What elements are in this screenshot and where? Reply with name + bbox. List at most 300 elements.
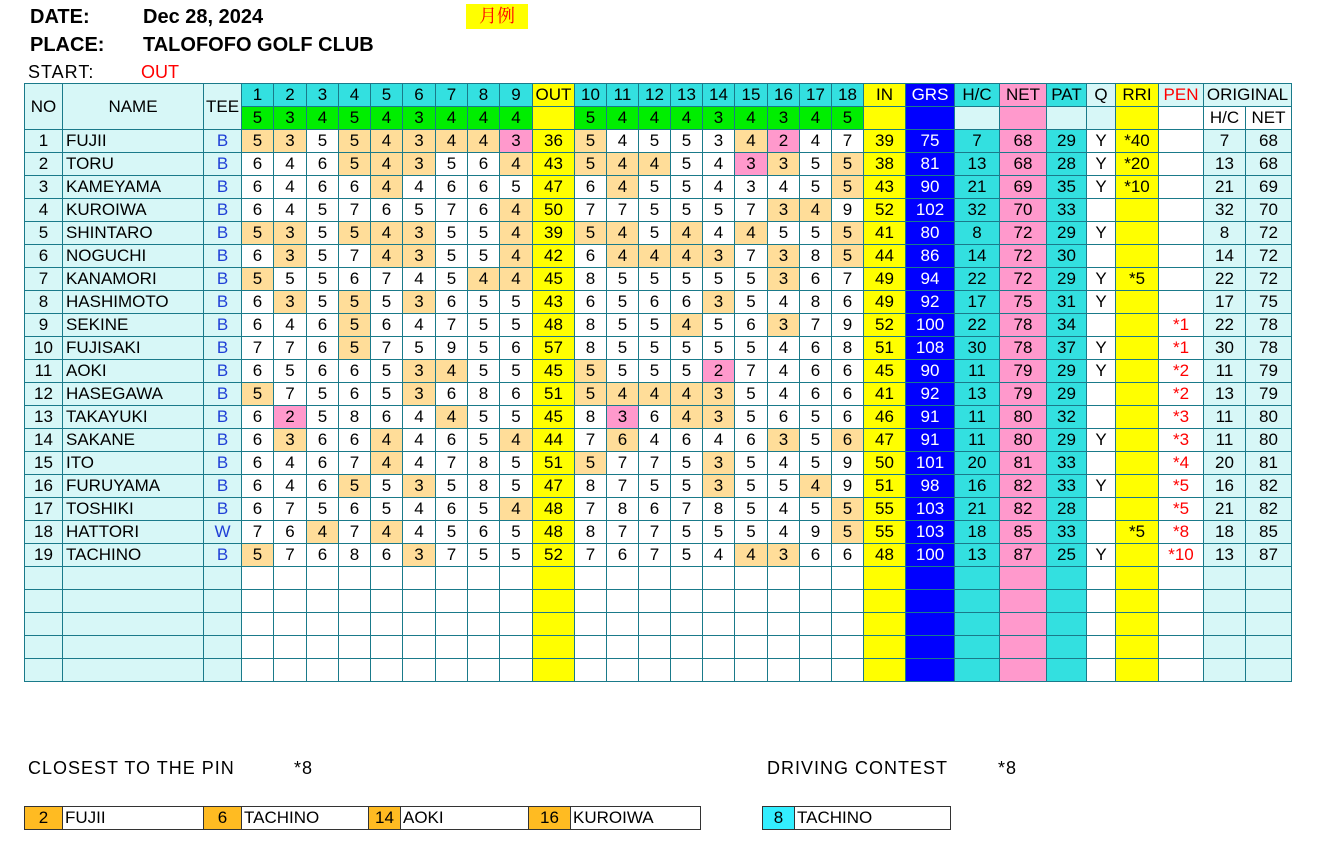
hole-score: 5: [639, 130, 671, 153]
empty-cell: [864, 567, 906, 590]
hole-score: 5: [703, 521, 735, 544]
empty-cell: [800, 590, 832, 613]
out-total: 52: [533, 544, 575, 567]
empty-cell: [906, 590, 955, 613]
hole-score: 4: [607, 245, 639, 268]
player-row: [25, 337, 1292, 360]
hole-score: 5: [242, 268, 274, 291]
penalty: *5: [1159, 475, 1204, 498]
empty-cell: [436, 636, 468, 659]
putts: 29: [1047, 268, 1087, 291]
empty-cell: [274, 636, 307, 659]
empty-row: [25, 590, 1292, 613]
par-pat-blank: [1047, 107, 1087, 130]
hole-score: 5: [500, 406, 533, 429]
empty-cell: [371, 590, 403, 613]
empty-cell: [1159, 567, 1204, 590]
hole-score: 5: [500, 521, 533, 544]
hole-score: 8: [800, 291, 832, 314]
empty-cell: [703, 590, 735, 613]
hole-score: 5: [671, 176, 703, 199]
hole-score: 5: [800, 452, 832, 475]
empty-cell: [832, 567, 864, 590]
hole-score: 5: [500, 176, 533, 199]
hole-score: 5: [436, 153, 468, 176]
empty-cell: [735, 590, 768, 613]
putts: 33: [1047, 475, 1087, 498]
handicap: 22: [955, 314, 1000, 337]
out-total: 57: [533, 337, 575, 360]
empty-cell: [1204, 613, 1246, 636]
hole-score: 4: [703, 429, 735, 452]
hole-score: 3: [703, 245, 735, 268]
putts: 29: [1047, 429, 1087, 452]
net-score: 79: [1000, 383, 1047, 406]
net-score: 72: [1000, 222, 1047, 245]
par-grs-blank: [906, 107, 955, 130]
player-name: KUROIWA: [63, 199, 204, 222]
hole-score: 7: [274, 383, 307, 406]
empty-cell: [500, 613, 533, 636]
hole-score: 4: [703, 544, 735, 567]
closest-winner: FUJII: [63, 807, 204, 830]
hole-score: 4: [403, 429, 436, 452]
empty-cell: [1204, 567, 1246, 590]
hole-score: 5: [468, 245, 500, 268]
original-hc: 22: [1204, 314, 1246, 337]
in-total: 41: [864, 383, 906, 406]
hole-score: 3: [703, 383, 735, 406]
original-hc: 32: [1204, 199, 1246, 222]
hole-score: 5: [468, 360, 500, 383]
hole-score: 3: [403, 475, 436, 498]
hole-score: 2: [703, 360, 735, 383]
col-hole: 18: [832, 84, 864, 107]
hole-score: 5: [307, 291, 339, 314]
hole-score: 6: [339, 383, 371, 406]
player-no: 5: [25, 222, 63, 245]
hole-score: 4: [639, 429, 671, 452]
hole-score: 5: [339, 291, 371, 314]
par-hc-blank: [955, 107, 1000, 130]
hole-score: 6: [242, 475, 274, 498]
hole-score: 5: [436, 268, 468, 291]
empty-row: [25, 613, 1292, 636]
handicap: 11: [955, 429, 1000, 452]
empty-cell: [1246, 590, 1292, 613]
empty-cell: [1116, 636, 1159, 659]
in-total: 47: [864, 429, 906, 452]
par-value: 3: [274, 107, 307, 130]
hole-score: 5: [575, 452, 607, 475]
empty-cell: [1000, 636, 1047, 659]
gross-score: 100: [906, 544, 955, 567]
hole-score: 5: [735, 452, 768, 475]
player-no: 2: [25, 153, 63, 176]
hole-score: 7: [639, 452, 671, 475]
hole-score: 7: [436, 544, 468, 567]
empty-cell: [242, 659, 274, 682]
hole-score: 7: [339, 199, 371, 222]
original-net: 68: [1246, 153, 1292, 176]
hole-score: 6: [639, 291, 671, 314]
hole-score: 4: [468, 130, 500, 153]
gross-score: 94: [906, 268, 955, 291]
hole-score: 6: [575, 176, 607, 199]
hole-score: 6: [274, 521, 307, 544]
empty-cell: [274, 567, 307, 590]
col-net: NET: [1000, 84, 1047, 107]
par-value: 5: [339, 107, 371, 130]
hole-score: 7: [339, 452, 371, 475]
net-score: 82: [1000, 498, 1047, 521]
hole-score: 4: [703, 153, 735, 176]
hole-score: 6: [242, 429, 274, 452]
original-net: 70: [1246, 199, 1292, 222]
empty-cell: [403, 590, 436, 613]
gross-score: 91: [906, 429, 955, 452]
out-total: 51: [533, 452, 575, 475]
empty-cell: [1047, 613, 1087, 636]
empty-cell: [468, 659, 500, 682]
empty-cell: [533, 613, 575, 636]
empty-cell: [639, 590, 671, 613]
hole-score: 5: [639, 475, 671, 498]
empty-cell: [639, 636, 671, 659]
q-flag: Y: [1087, 337, 1116, 360]
hole-score: 6: [307, 337, 339, 360]
empty-cell: [735, 636, 768, 659]
hole-score: 5: [735, 498, 768, 521]
hole-score: 7: [735, 199, 768, 222]
hole-score: 5: [307, 222, 339, 245]
player-tee: B: [204, 268, 242, 291]
empty-cell: [339, 659, 371, 682]
empty-cell: [1087, 659, 1116, 682]
hole-score: 8: [800, 245, 832, 268]
closest-to-pin-label: CLOSEST TO THE PIN: [28, 758, 235, 778]
in-total: 43: [864, 176, 906, 199]
putts: 37: [1047, 337, 1087, 360]
hole-score: 4: [274, 176, 307, 199]
empty-cell: [25, 659, 63, 682]
handicap: 22: [955, 268, 1000, 291]
hole-score: 5: [307, 130, 339, 153]
col-original: ORIGINAL: [1204, 84, 1292, 107]
original-hc: 7: [1204, 130, 1246, 153]
empty-cell: [371, 636, 403, 659]
hole-score: 4: [436, 360, 468, 383]
hole-score: 6: [307, 360, 339, 383]
empty-cell: [307, 590, 339, 613]
hole-score: 4: [607, 383, 639, 406]
hole-score: 4: [500, 199, 533, 222]
handicap: 17: [955, 291, 1000, 314]
hole-score: 4: [703, 222, 735, 245]
out-total: 36: [533, 130, 575, 153]
player-row: [25, 222, 1292, 245]
player-no: 18: [25, 521, 63, 544]
handicap: 13: [955, 153, 1000, 176]
hole-score: 7: [274, 337, 307, 360]
hole-score: 5: [832, 176, 864, 199]
handicap: 11: [955, 406, 1000, 429]
hole-score: 5: [500, 544, 533, 567]
hole-score: 6: [800, 544, 832, 567]
hole-score: 4: [436, 406, 468, 429]
hole-score: 4: [403, 314, 436, 337]
empty-cell: [204, 636, 242, 659]
hole-score: 6: [307, 176, 339, 199]
out-total: 45: [533, 360, 575, 383]
putts: 29: [1047, 222, 1087, 245]
par-value: 3: [703, 107, 735, 130]
out-total: 48: [533, 521, 575, 544]
hole-score: 4: [274, 153, 307, 176]
hole-score: 6: [436, 291, 468, 314]
player-name: FURUYAMA: [63, 475, 204, 498]
player-name: HASHIMOTO: [63, 291, 204, 314]
out-total: 47: [533, 176, 575, 199]
net-score: 81: [1000, 452, 1047, 475]
empty-cell: [671, 567, 703, 590]
hole-score: 9: [832, 199, 864, 222]
closest-winner: TACHINO: [242, 807, 369, 830]
penalty: *2: [1159, 383, 1204, 406]
empty-cell: [1000, 567, 1047, 590]
hole-score: 4: [468, 268, 500, 291]
hole-score: 6: [671, 291, 703, 314]
hole-score: 8: [575, 406, 607, 429]
in-total: 46: [864, 406, 906, 429]
penalty: *10: [1159, 544, 1204, 567]
empty-cell: [1204, 636, 1246, 659]
hole-score: 7: [832, 130, 864, 153]
hole-score: 4: [274, 314, 307, 337]
empty-cell: [607, 659, 639, 682]
hole-score: 6: [339, 498, 371, 521]
hole-score: 4: [436, 130, 468, 153]
hole-score: 4: [307, 521, 339, 544]
par-value: 3: [768, 107, 800, 130]
hole-score: 9: [832, 452, 864, 475]
empty-cell: [1047, 590, 1087, 613]
start-label: START:: [28, 62, 95, 82]
empty-cell: [339, 590, 371, 613]
original-net: 72: [1246, 245, 1292, 268]
hole-score: 6: [468, 521, 500, 544]
player-row: [25, 475, 1292, 498]
empty-cell: [468, 567, 500, 590]
hole-score: 5: [800, 406, 832, 429]
hole-score: 6: [575, 245, 607, 268]
empty-cell: [533, 567, 575, 590]
empty-cell: [204, 590, 242, 613]
putts: 28: [1047, 498, 1087, 521]
q-flag: [1087, 452, 1116, 475]
net-score: 68: [1000, 130, 1047, 153]
net-score: 85: [1000, 521, 1047, 544]
out-total: 44: [533, 429, 575, 452]
empty-cell: [468, 613, 500, 636]
empty-cell: [468, 590, 500, 613]
empty-cell: [63, 590, 204, 613]
driving-contest-label: DRIVING CONTEST: [767, 758, 949, 778]
empty-cell: [1159, 613, 1204, 636]
empty-cell: [671, 590, 703, 613]
putts: 33: [1047, 199, 1087, 222]
hole-score: 3: [768, 199, 800, 222]
player-row: [25, 452, 1292, 475]
hole-score: 4: [671, 222, 703, 245]
gross-score: 100: [906, 314, 955, 337]
hole-score: 4: [800, 130, 832, 153]
empty-cell: [832, 636, 864, 659]
hole-score: 6: [307, 452, 339, 475]
driving-hole: 8: [763, 807, 795, 830]
rri-value: [1116, 406, 1159, 429]
player-no: 10: [25, 337, 63, 360]
in-total: 39: [864, 130, 906, 153]
empty-cell: [1000, 659, 1047, 682]
hole-score: 3: [768, 153, 800, 176]
hole-score: 5: [468, 544, 500, 567]
hole-score: 5: [575, 153, 607, 176]
empty-cell: [25, 613, 63, 636]
player-tee: B: [204, 452, 242, 475]
hole-score: 5: [800, 498, 832, 521]
empty-cell: [607, 636, 639, 659]
hole-score: 4: [274, 199, 307, 222]
player-tee: B: [204, 176, 242, 199]
hole-score: 5: [371, 498, 403, 521]
hole-score: 5: [242, 383, 274, 406]
hole-score: 4: [607, 176, 639, 199]
penalty: [1159, 222, 1204, 245]
hole-score: 6: [735, 429, 768, 452]
gross-score: 102: [906, 199, 955, 222]
hole-score: 6: [832, 429, 864, 452]
empty-cell: [500, 567, 533, 590]
driving-contest-table: [762, 806, 951, 830]
empty-cell: [436, 567, 468, 590]
hole-score: 6: [607, 429, 639, 452]
out-total: 42: [533, 245, 575, 268]
hole-score: 4: [671, 314, 703, 337]
col-pat: PAT: [1047, 84, 1087, 107]
player-name: HATTORI: [63, 521, 204, 544]
hole-score: 5: [735, 521, 768, 544]
hole-score: 3: [703, 452, 735, 475]
player-no: 15: [25, 452, 63, 475]
par-value: 5: [242, 107, 274, 130]
hole-score: 5: [307, 268, 339, 291]
empty-cell: [575, 567, 607, 590]
empty-cell: [832, 613, 864, 636]
hole-score: 5: [371, 383, 403, 406]
player-no: 7: [25, 268, 63, 291]
net-score: 78: [1000, 337, 1047, 360]
hole-score: 5: [671, 337, 703, 360]
hole-score: 3: [403, 544, 436, 567]
col-hole: 4: [339, 84, 371, 107]
putts: 30: [1047, 245, 1087, 268]
hole-score: 4: [500, 222, 533, 245]
player-row: [25, 291, 1292, 314]
hole-score: 5: [671, 199, 703, 222]
hole-score: 3: [274, 130, 307, 153]
hole-score: 5: [735, 406, 768, 429]
hole-score: 4: [371, 429, 403, 452]
hole-score: 4: [403, 268, 436, 291]
player-tee: B: [204, 291, 242, 314]
hole-score: 5: [703, 337, 735, 360]
empty-cell: [1087, 636, 1116, 659]
hole-score: 4: [800, 475, 832, 498]
hole-score: 3: [403, 153, 436, 176]
hole-score: 3: [768, 544, 800, 567]
hole-score: 6: [639, 406, 671, 429]
empty-cell: [500, 636, 533, 659]
hole-score: 8: [339, 544, 371, 567]
hole-score: 9: [832, 475, 864, 498]
in-total: 55: [864, 498, 906, 521]
hole-score: 4: [371, 130, 403, 153]
hole-score: 5: [575, 130, 607, 153]
hole-score: 6: [832, 383, 864, 406]
q-flag: [1087, 199, 1116, 222]
rri-value: [1116, 291, 1159, 314]
player-tee: B: [204, 360, 242, 383]
original-hc: 21: [1204, 176, 1246, 199]
hole-score: 7: [607, 521, 639, 544]
net-score: 80: [1000, 406, 1047, 429]
hole-score: 6: [242, 406, 274, 429]
net-score: 72: [1000, 245, 1047, 268]
hole-score: 8: [468, 475, 500, 498]
in-total: 51: [864, 337, 906, 360]
empty-cell: [906, 567, 955, 590]
out-total: 43: [533, 153, 575, 176]
hole-score: 5: [339, 222, 371, 245]
original-net: 80: [1246, 429, 1292, 452]
hole-score: 6: [307, 544, 339, 567]
par-value: 4: [371, 107, 403, 130]
hole-score: 5: [671, 521, 703, 544]
hole-score: 4: [403, 521, 436, 544]
col-hole: 10: [575, 84, 607, 107]
hole-score: 6: [242, 360, 274, 383]
player-no: 11: [25, 360, 63, 383]
closest-hole: 14: [369, 807, 401, 830]
hole-score: 3: [403, 383, 436, 406]
player-name: SHINTARO: [63, 222, 204, 245]
net-score: 78: [1000, 314, 1047, 337]
putts: 25: [1047, 544, 1087, 567]
gross-score: 80: [906, 222, 955, 245]
hole-score: 8: [575, 314, 607, 337]
col-hc: H/C: [955, 84, 1000, 107]
empty-cell: [436, 590, 468, 613]
empty-cell: [403, 613, 436, 636]
hole-score: 4: [500, 498, 533, 521]
col-hole: 14: [703, 84, 735, 107]
hole-score: 7: [607, 199, 639, 222]
hole-score: 5: [800, 176, 832, 199]
player-row: [25, 498, 1292, 521]
empty-cell: [1116, 613, 1159, 636]
hole-score: 5: [339, 337, 371, 360]
